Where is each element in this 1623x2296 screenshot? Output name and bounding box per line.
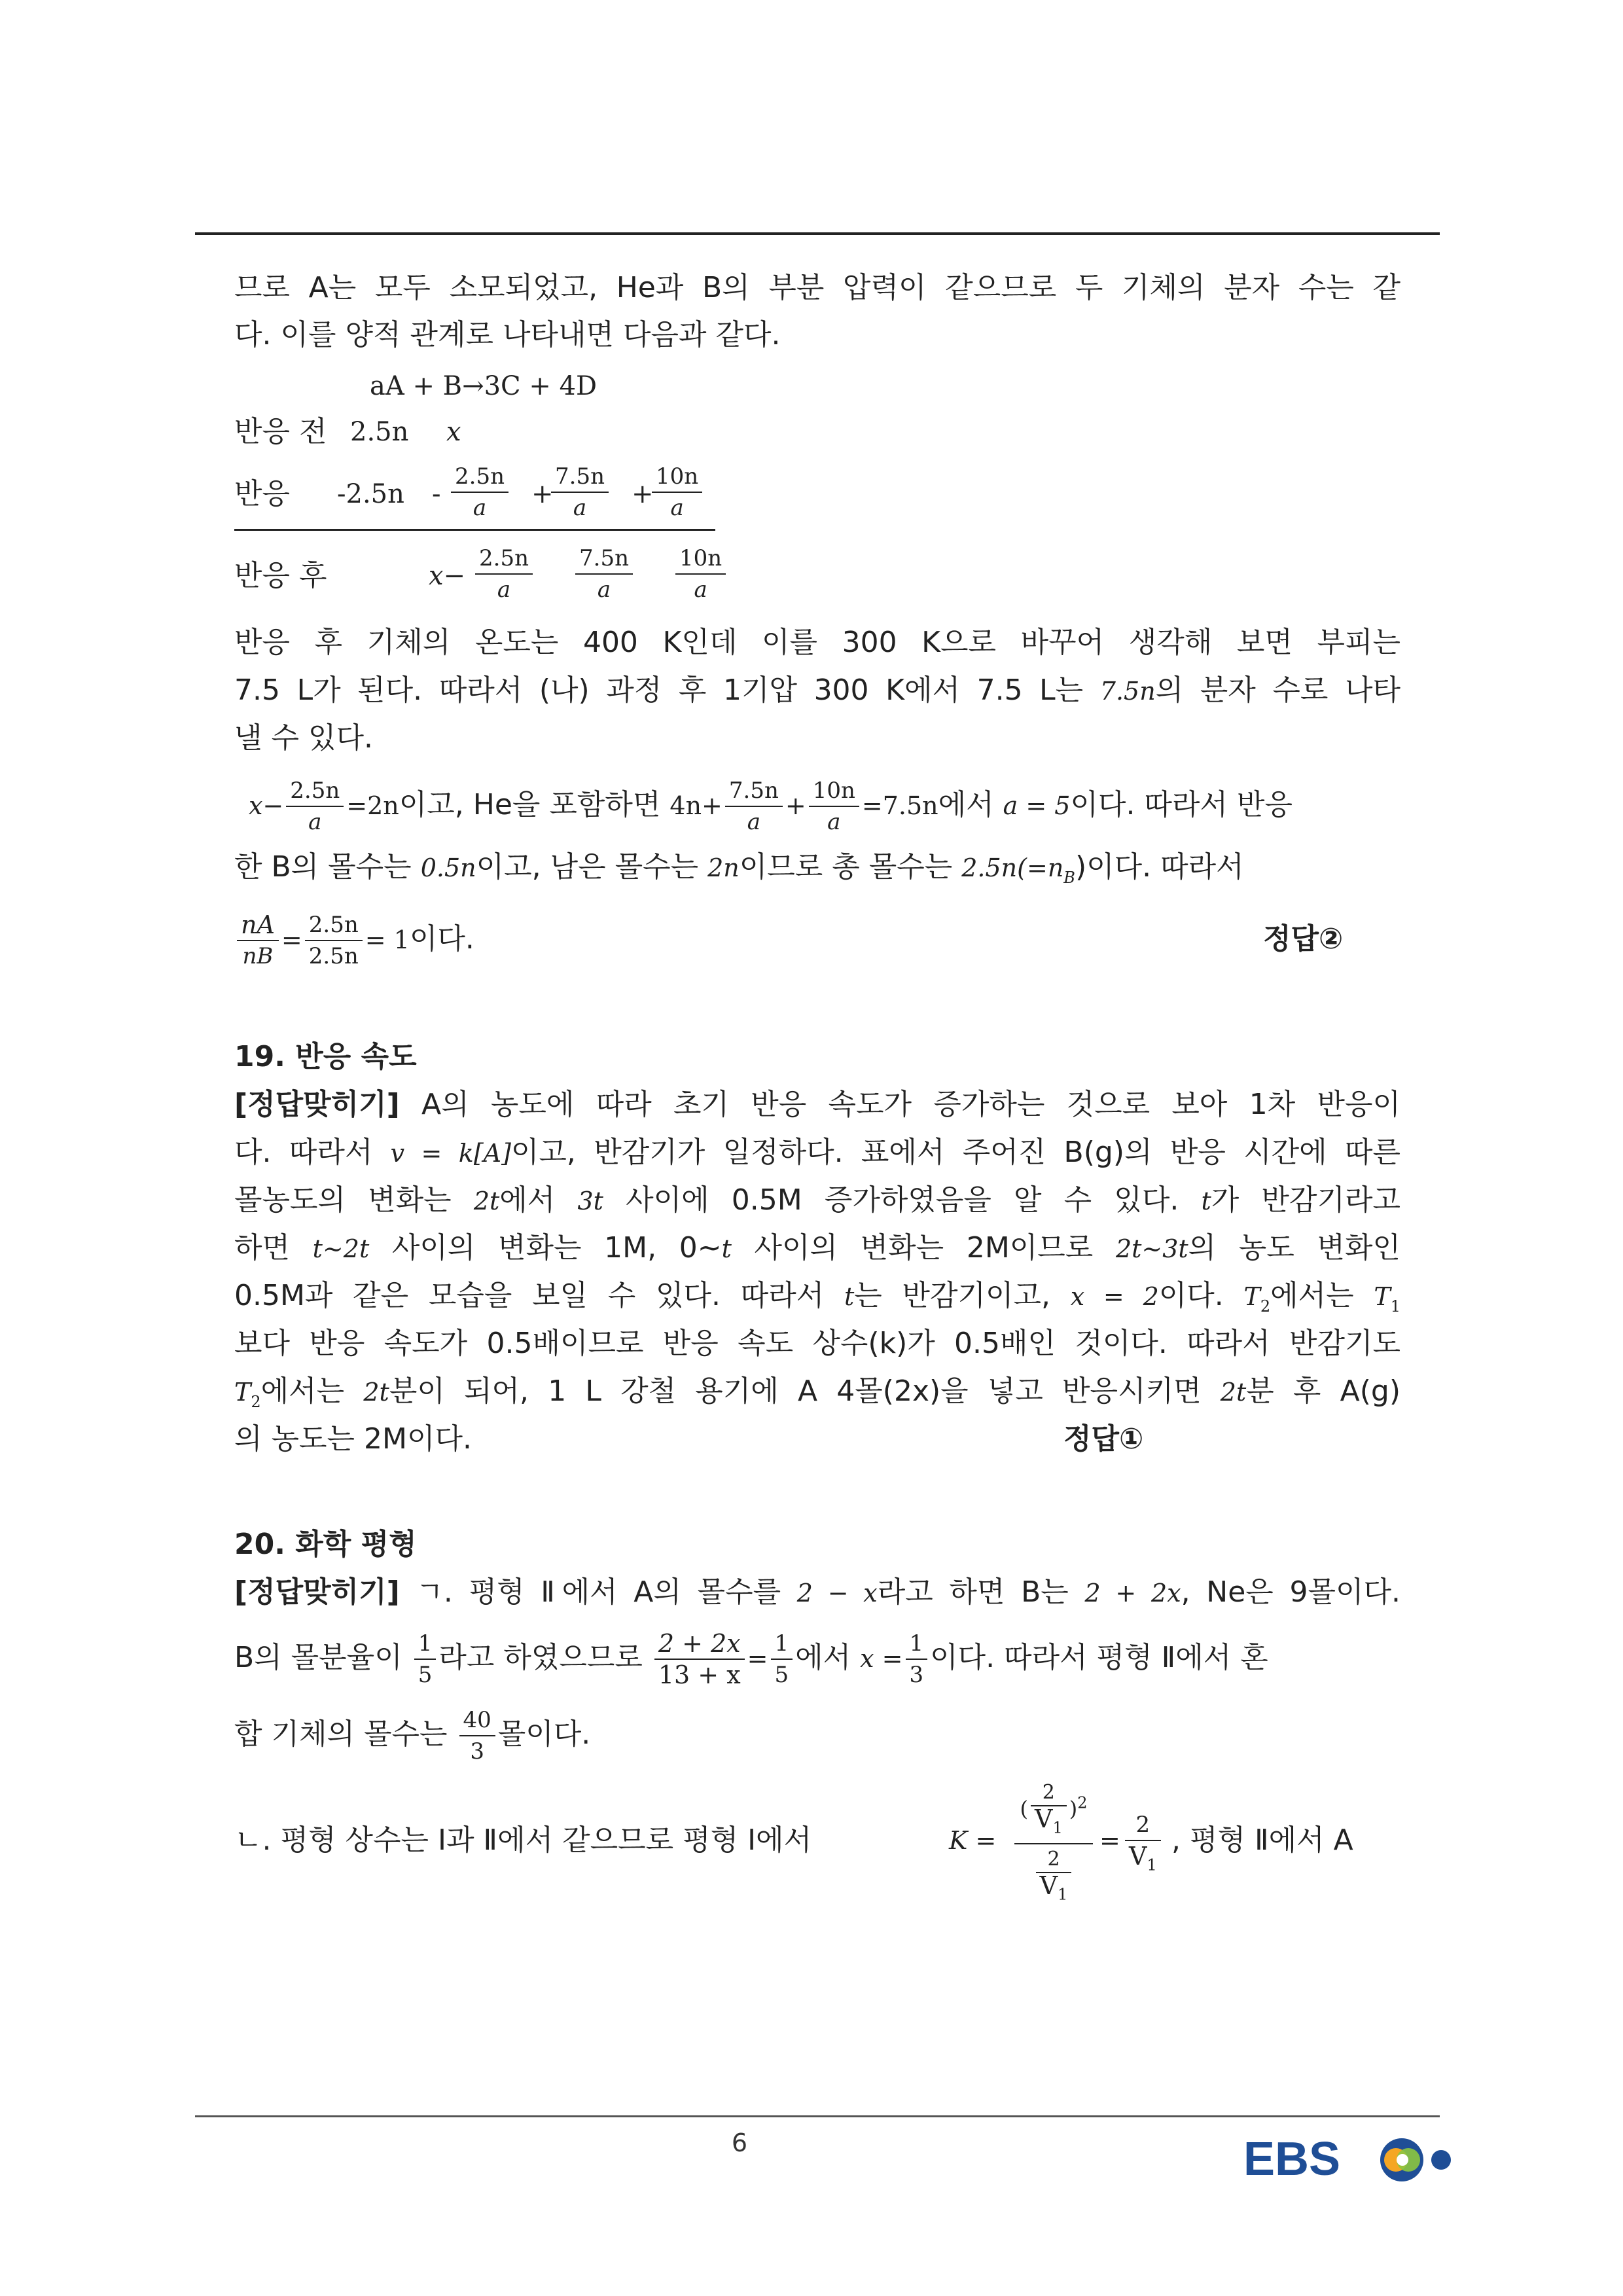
paragraph-line: 의 농도는 2M이다. — [234, 1422, 472, 1456]
fraction-7.5n-a: $\frac{7.5n}{a}$ — [548, 461, 611, 523]
answer-label: 정답② — [1263, 922, 1344, 956]
logo-text: EBS — [1243, 2133, 1341, 2185]
before-b: x — [446, 417, 461, 447]
paragraph-line: 낼 수 있다. — [234, 721, 373, 755]
question-19-title: 19. 반응 속도 — [234, 1040, 417, 1073]
paragraph-line: 므로 A는 모두 소모되었고, He과 B의 부분 압력이 같으므로 두 기체의 분자 수는 같 — [234, 271, 1400, 304]
reaction-equation: aA + B→3C + 4D — [370, 371, 597, 401]
paragraph-line: 다. 이를 양적 관계로 나타내면 다음과 같다. — [234, 318, 781, 351]
paragraph-line: $T_2$에서는 2t분이 되어, 1 L 강철 용기에 A 4몰(2x)을 넣고 반응시키면 2t분 후 A(g) — [234, 1374, 1400, 1411]
page-number: 6 — [731, 2128, 748, 2157]
before-a: 2.5n — [350, 417, 409, 447]
plus-sign: + — [632, 479, 654, 509]
reaction-a: -2.5n — [337, 479, 404, 509]
paragraph-line: [정답맞히기] A의 농도에 따라 초기 반응 속도가 증가하는 것으로 보아 1차 반응이 — [234, 1088, 1400, 1121]
paragraph-line: 7.5 L가 된다. 따라서 (나) 과정 후 1기압 300 K에서 7.5 L는 7.5n의 분자 수로 나타 — [234, 673, 1400, 707]
fraction-2-V1: $\frac{2}{V_1}$ — [1122, 1810, 1164, 1880]
paragraph-line: ㄴ. 평형 상수는 Ⅰ과 Ⅱ에서 같으므로 평형 Ⅰ에서 — [234, 1823, 812, 1857]
paragraph-line: 보다 반응 속도가 0.5배이므로 반응 속도 상수(k)가 0.5배인 것이다. 따라서 반감기도 — [234, 1327, 1400, 1360]
header-rule — [195, 232, 1440, 235]
compound-fraction: ( $\frac{2}{V_1}$ )$^2$ $\frac{2}{V_1}$ — [1014, 1780, 1093, 1907]
paragraph-line: 몰농도의 변화는 2t에서 3t 사이에 0.5M 증가하였음을 알 수 있다. t가 반감기라고 — [234, 1183, 1400, 1217]
fraction-2.5n-a: $\frac{2.5n}{a}$ — [448, 461, 511, 523]
paragraph-line: 0.5M과 같은 모습을 보일 수 있다. 따라서 t는 반감기이고, x = 2이다. $T_2$에서는 $T_1$ — [234, 1279, 1400, 1316]
equation-line: x− $\frac{2.5n}{a}$ =2n이고, He을 포함하면 4n+ $\frac{7.5n}{a}$ + $\frac{10n}{a}$ =7.5n에서 a = 5이다. 따라서 반응 — [249, 772, 1400, 838]
footer-rule — [195, 2115, 1440, 2117]
equation-line: $\frac{nA}{nB}$ = $\frac{2.5n}{2.5n}$ = 1이다. — [234, 903, 1400, 976]
ebs-logo — [1243, 2130, 1459, 2187]
reaction-label: 반응 — [234, 477, 291, 511]
answer-label: 정답① — [1063, 1422, 1144, 1456]
paragraph-line: 다. 따라서 v = k[A]이고, 반감기가 일정하다. 표에서 주어진 B(g)의 반응 시간에 따른 — [234, 1136, 1400, 1169]
after-b: x− — [429, 561, 466, 591]
equation-line: B의 몰분율이 $\frac{1}{5}$ 라고 하였으므로 $\frac{2 + 2x}{13 + x}$ = $\frac{1}{5}$ 에서 x = $\frac{1}{3}$ 이다. 따라서 평형 Ⅱ에서 혼 — [234, 1629, 1268, 1689]
paragraph-line: 반응 후 기체의 온도는 400 K인데 이를 300 K으로 바꾸어 생각해 보면 부피는 — [234, 626, 1400, 659]
paragraph-line: , 평형 Ⅱ에서 A — [1171, 1823, 1353, 1857]
plus-sign: + — [531, 479, 554, 509]
paragraph-line: [정답맞히기] ㄱ. 평형 Ⅱ에서 A의 몰수를 2 − x라고 하면 B는 2 + 2x, Ne은 9몰이다. — [234, 1575, 1400, 1609]
paragraph-line: 하면 t~2t 사이의 변화는 1M, 0~t 사이의 변화는 2M이므로 2t~3t의 농도 변화인 — [234, 1231, 1400, 1265]
equals-sign: = — [1099, 1826, 1120, 1855]
fraction-10n-a: $\frac{10n}{a}$ — [673, 543, 728, 605]
fraction-10n-a: $\frac{10n}{a}$ — [649, 461, 705, 523]
fraction-2.5n-a: $\frac{2.5n}{a}$ — [473, 543, 535, 605]
minus-sign: - — [432, 479, 441, 509]
after-label: 반응 후 — [234, 559, 327, 592]
table-divider — [234, 529, 715, 531]
question-20-title: 20. 화학 평형 — [234, 1528, 417, 1561]
before-label: 반응 전 — [234, 415, 327, 448]
equation-line: 합 기체의 몰수는 $\frac{40}{3}$ 몰이다. — [234, 1702, 1400, 1767]
paragraph-line: 한 B의 몰수는 0.5n이고, 남은 몰수는 2n이므로 총 몰수는 $2.5n(=n_B)$이다. 따라서 — [234, 850, 1244, 887]
k-symbol: K = — [949, 1826, 997, 1855]
fraction-7.5n-a: $\frac{7.5n}{a}$ — [573, 543, 635, 605]
